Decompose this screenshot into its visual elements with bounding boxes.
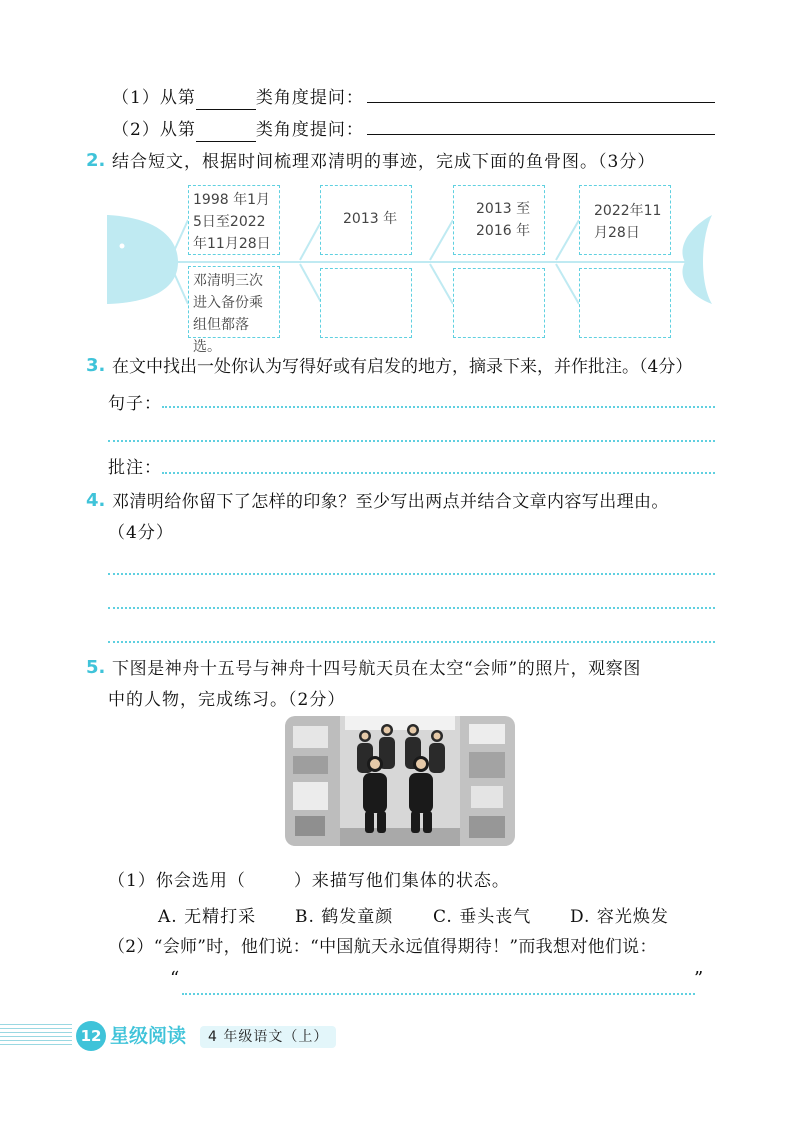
fish-eye-icon [120, 244, 125, 249]
bone-upper-3 [430, 220, 453, 260]
q3-sentence-label: 句子： [108, 394, 162, 414]
bone-upper-2 [300, 220, 322, 260]
q3-number: 3. [86, 355, 106, 376]
q1-sub2-answer-line[interactable] [367, 134, 715, 135]
q5-sub2-answer-line[interactable] [182, 993, 695, 995]
q5-number: 5. [86, 657, 106, 678]
footer-line-5 [0, 1040, 72, 1041]
q5-option-a[interactable]: A. 无精打采 [158, 907, 257, 927]
brand-logo: 星级阅读 [110, 1025, 187, 1047]
q5-sub2: （2）“会师”时，他们说：“中国航天永远值得期待！”而我想对他们说： [108, 937, 657, 957]
q5-option-b[interactable]: B. 鹤发童颜 [295, 907, 394, 927]
fishbone-box-top-4: 2022年11 月28日 [579, 185, 671, 255]
q4-number: 4. [86, 490, 106, 511]
q1-sub2: （2）从第 类角度提问： [112, 120, 364, 140]
fishbone-box-bottom-3-answer[interactable] [453, 268, 545, 338]
fishbone-box-top-3: 2013 至 2016 年 [453, 185, 545, 255]
q5-option-c[interactable]: C. 垂头丧气 [433, 907, 532, 927]
q5-prompt-line1: 下图是神舟十五号与神舟十四号航天员在太空“会师”的照片，观察图 [112, 659, 641, 679]
bone-lower-2 [300, 264, 322, 304]
q2-number: 2. [86, 150, 106, 171]
q4-prompt-line1: 邓清明给你留下了怎样的印象？至少写出两点并结合文章内容写出理由。 [112, 492, 669, 512]
bone-upper-4 [556, 220, 579, 260]
fishbone-box-bottom-2-answer[interactable] [320, 268, 412, 338]
page-number-badge: 12 [76, 1021, 106, 1051]
q4-answer-line-1[interactable] [108, 573, 715, 575]
q3-sentence-line-1[interactable] [162, 406, 715, 408]
footer-line-1 [0, 1024, 72, 1025]
q1-sub2-category-blank[interactable] [196, 123, 256, 142]
q3-note-line[interactable] [162, 472, 715, 474]
fishbone-box-bottom-4-answer[interactable] [579, 268, 671, 338]
q4-answer-line-3[interactable] [108, 641, 715, 643]
q5-option-d[interactable]: D. 容光焕发 [570, 907, 669, 927]
q5-sub1: （1）你会选用（ ）来描写他们集体的状态。 [108, 871, 510, 891]
bone-lower-4 [556, 264, 579, 304]
fish-head-shape [108, 215, 178, 304]
q1-sub1: （1）从第 类角度提问： [112, 88, 364, 108]
q4-prompt-line2: （4分） [108, 523, 174, 543]
q4-answer-line-2[interactable] [108, 607, 715, 609]
footer-line-6 [0, 1044, 72, 1045]
footer-line-3 [0, 1032, 72, 1033]
q3-prompt: 在文中找出一处你认为写得好或有启发的地方，摘录下来，并作批注。（4分） [112, 357, 693, 377]
footer-line-4 [0, 1036, 72, 1037]
q5-open-quote: “ [170, 968, 180, 989]
bone-lower-1 [170, 264, 188, 304]
q3-sentence-line-2[interactable] [108, 440, 715, 442]
bone-lower-3 [430, 264, 453, 304]
q5-prompt-line2: 中的人物，完成练习。（2分） [108, 690, 346, 710]
q5-close-quote: ” [694, 968, 704, 989]
q1-sub1-answer-line[interactable] [367, 102, 715, 103]
footer-line-2 [0, 1028, 72, 1029]
grade-subject-tag: 4 年级语文（上） [200, 1026, 336, 1048]
fish-tail-shape [682, 215, 712, 304]
q2-prompt: 结合短文，根据时间梳理邓清明的事迹，完成下面的鱼骨图。（3分） [112, 152, 656, 172]
q3-note-label: 批注： [108, 458, 162, 478]
bone-upper-1 [170, 220, 188, 260]
fishbone-box-bottom-1: 邓清明三次 进入备份乘 组但都落选。 [188, 266, 280, 338]
astronauts-photo [285, 716, 515, 846]
fishbone-box-top-2: 2013 年 [320, 185, 412, 255]
fishbone-box-top-1: 1998 年1月 5日至2022 年11月28日 [188, 185, 280, 255]
q1-sub1-category-blank[interactable] [196, 91, 256, 110]
